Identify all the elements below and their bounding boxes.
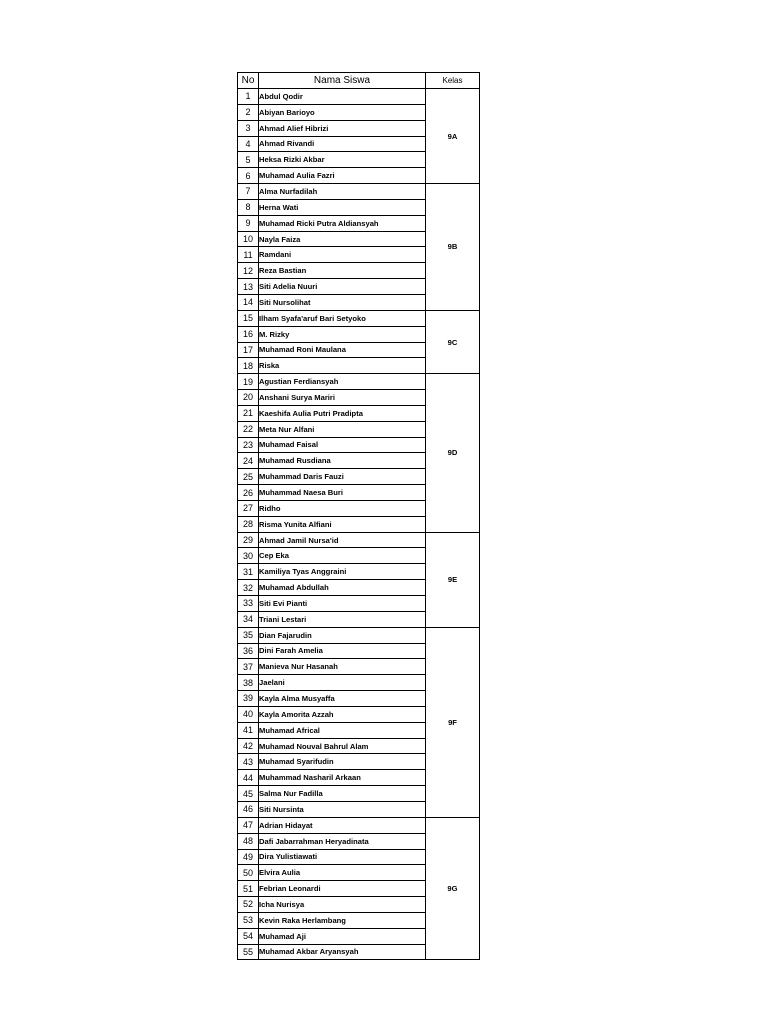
student-name: Abiyan Barioyo [259,104,426,120]
student-name: Muhammad Naesa Buri [259,485,426,501]
header-row [238,73,480,89]
student-name: Kaeshifa Aulia Putri Pradipta [259,405,426,421]
student-name: Risma Yunita Alfiani [259,516,426,532]
student-name: Ahmad Alief Hibrizi [259,120,426,136]
student-name: Kayla Amorita Azzah [259,706,426,722]
row-number: 17 [238,342,259,358]
row-number: 14 [238,294,259,310]
column-header-kelas: Kelas [426,73,480,89]
student-name: Muhamad Rusdiana [259,453,426,469]
row-number: 8 [238,199,259,215]
row-number: 35 [238,627,259,643]
student-table [237,72,480,960]
student-name: Muhamad Aji [259,928,426,944]
row-number: 42 [238,738,259,754]
student-name: Siti Adelia Nuuri [259,279,426,295]
row-number: 30 [238,548,259,564]
class-cell: 9F [426,627,480,817]
student-name: Salma Nur Fadilla [259,786,426,802]
student-name: Muhammad Nasharil Arkaan [259,770,426,786]
table-row [238,89,480,105]
table-row [238,374,480,390]
student-name: Dian Fajarudin [259,627,426,643]
row-number: 19 [238,374,259,390]
student-name: Elvira Aulia [259,865,426,881]
student-name: Dira Yulistiawati [259,849,426,865]
row-number: 11 [238,247,259,263]
row-number: 20 [238,390,259,406]
student-name: Muhammad Daris Fauzi [259,469,426,485]
row-number: 48 [238,833,259,849]
row-number: 6 [238,168,259,184]
row-number: 52 [238,897,259,913]
student-name: Muhamad Faisal [259,437,426,453]
class-cell: 9G [426,817,480,960]
table-row [238,184,480,200]
student-name: Dafi Jabarrahman Heryadinata [259,833,426,849]
row-number: 16 [238,326,259,342]
row-number: 50 [238,865,259,881]
student-name: Icha Nurisya [259,897,426,913]
row-number: 38 [238,675,259,691]
table-body [238,89,480,960]
student-name: Muhamad Syarifudin [259,754,426,770]
student-name: Siti Evi Pianti [259,596,426,612]
student-name: Jaelani [259,675,426,691]
class-cell: 9D [426,374,480,532]
row-number: 44 [238,770,259,786]
row-number: 13 [238,279,259,295]
student-name: Muhamad Nouval Bahrul Alam [259,738,426,754]
student-name: Siti Nursolihat [259,294,426,310]
student-name: Agustian Ferdiansyah [259,374,426,390]
student-name: Muhamad Ricki Putra Aldiansyah [259,215,426,231]
student-name: Febrian Leonardi [259,881,426,897]
row-number: 31 [238,564,259,580]
row-number: 36 [238,643,259,659]
column-header-no: No [238,73,259,89]
row-number: 40 [238,706,259,722]
row-number: 26 [238,485,259,501]
student-name: Muhamad Akbar Aryansyah [259,944,426,960]
student-name: Riska [259,358,426,374]
row-number: 18 [238,358,259,374]
student-name: Ramdani [259,247,426,263]
student-name: Ahmad Rivandi [259,136,426,152]
table-row [238,817,480,833]
row-number: 23 [238,437,259,453]
row-number: 24 [238,453,259,469]
student-name: Muhamad Roni Maulana [259,342,426,358]
table-row [238,532,480,548]
row-number: 25 [238,469,259,485]
row-number: 21 [238,405,259,421]
row-number: 55 [238,944,259,960]
row-number: 43 [238,754,259,770]
student-name: Ilham Syafa'aruf Bari Setyoko [259,310,426,326]
row-number: 29 [238,532,259,548]
student-name: Muhamad Abdullah [259,580,426,596]
row-number: 53 [238,912,259,928]
row-number: 28 [238,516,259,532]
row-number: 37 [238,659,259,675]
student-name: Ridho [259,500,426,516]
row-number: 7 [238,184,259,200]
row-number: 41 [238,722,259,738]
row-number: 3 [238,120,259,136]
row-number: 49 [238,849,259,865]
row-number: 9 [238,215,259,231]
student-name: Muhamad Aulia Fazri [259,168,426,184]
student-name: Nayla Faiza [259,231,426,247]
student-name: Kevin Raka Herlambang [259,912,426,928]
student-name: Reza Bastian [259,263,426,279]
row-number: 10 [238,231,259,247]
column-header-nama: Nama Siswa [259,73,426,89]
row-number: 47 [238,817,259,833]
row-number: 5 [238,152,259,168]
row-number: 54 [238,928,259,944]
class-cell: 9E [426,532,480,627]
student-name: Dini Farah Amelia [259,643,426,659]
student-name: Heksa Rizki Akbar [259,152,426,168]
row-number: 27 [238,500,259,516]
row-number: 1 [238,89,259,105]
student-name: Triani Lestari [259,611,426,627]
student-name: Alma Nurfadilah [259,184,426,200]
student-name: Adrian Hidayat [259,817,426,833]
student-name: Anshani Surya Mariri [259,390,426,406]
row-number: 51 [238,881,259,897]
row-number: 2 [238,104,259,120]
row-number: 45 [238,786,259,802]
student-name: Muhamad Africal [259,722,426,738]
row-number: 34 [238,611,259,627]
student-name: Ahmad Jamil Nursa'id [259,532,426,548]
row-number: 12 [238,263,259,279]
student-name: M. Rizky [259,326,426,342]
row-number: 32 [238,580,259,596]
row-number: 39 [238,691,259,707]
student-name: Kayla Alma Musyaffa [259,691,426,707]
student-name: Siti Nursinta [259,801,426,817]
student-name: Herna Wati [259,199,426,215]
class-cell: 9A [426,89,480,184]
student-name: Meta Nur Alfani [259,421,426,437]
student-name: Kamiliya Tyas Anggraini [259,564,426,580]
table-row [238,627,480,643]
row-number: 4 [238,136,259,152]
class-cell: 9C [426,310,480,373]
student-name: Manieva Nur Hasanah [259,659,426,675]
student-name: Cep Eka [259,548,426,564]
row-number: 22 [238,421,259,437]
class-cell: 9B [426,184,480,311]
row-number: 15 [238,310,259,326]
student-name: Abdul Qodir [259,89,426,105]
row-number: 46 [238,801,259,817]
row-number: 33 [238,596,259,612]
table-row [238,310,480,326]
